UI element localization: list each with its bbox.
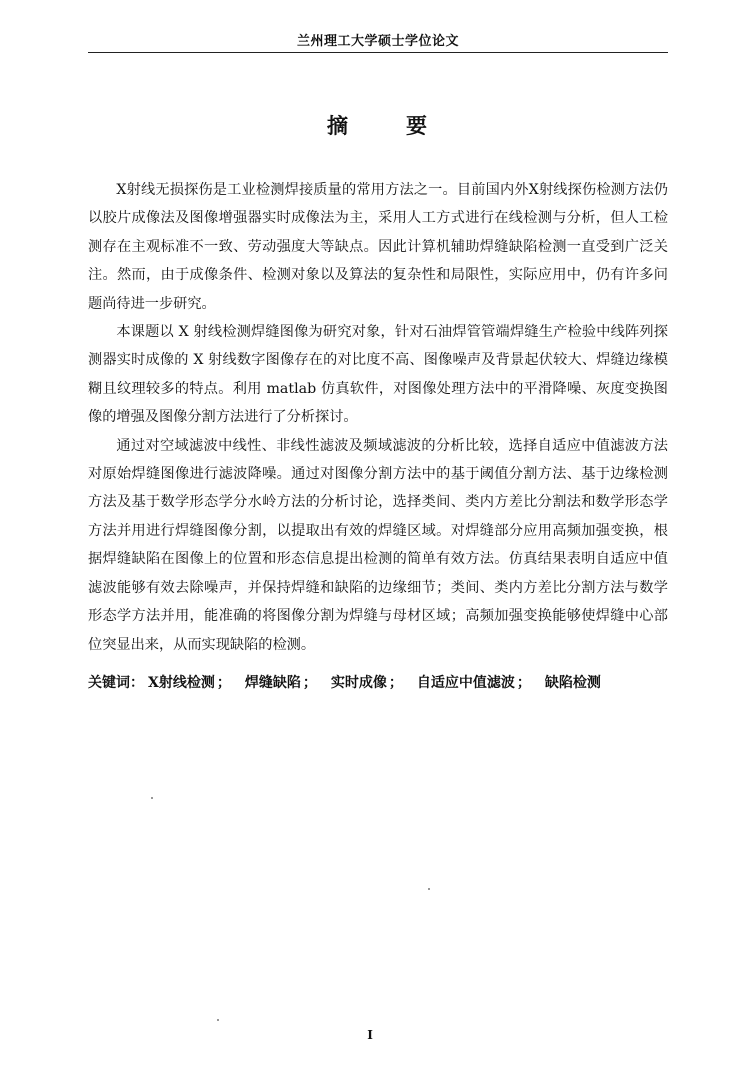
keyword-item: 焊缝缺陷 <box>244 675 301 691</box>
keywords-line <box>88 672 688 692</box>
abstract-paragraph-3: 通过对空域滤波中线性、非线性滤波及频域滤波的分析比较，选择自适应中值滤波方法对原始焊缝图像进行滤波降噪。通过对图像分割方法中的基于阈值分割方法、基于边缘检测方法及基于数学形态学分水岭方法的分析讨论，选择类间、类内方差比分割法和数学形态学方法并用进行焊缝图像分割，以提取出有效的焊缝区域。对焊缝部分应用高频加强变换，根据焊缝缺陷在图像上的位置和形态信息提出检测的简单有效方法。仿真结果表明自适应中值滤波能够有效去除噪声，并保持焊缝和缺陷的边缘细节；类间、类内方差比分割方法与数学形态学方法并用，能准确的将图像分割为焊缝与母材区域；高频加强变换能够使焊缝中心部位突显出来，从而实现缺陷的检测。 <box>88 437 668 653</box>
running-header: 兰州理工大学硕士学位论文 <box>296 34 459 49</box>
keywords-label: 关键词： <box>88 675 144 691</box>
keyword-item: 缺陷检测 <box>544 675 601 691</box>
keyword-separator: ； <box>216 675 231 691</box>
keyword-separator: ； <box>516 675 531 691</box>
header-rule <box>88 52 668 53</box>
scan-speck <box>217 1019 219 1021</box>
page-number: I <box>367 1028 373 1042</box>
title-char-2: 要 <box>406 113 429 138</box>
keyword-item: 实时成像 <box>330 675 387 691</box>
abstract-paragraph-1: X射线无损探伤是工业检测焊接质量的常用方法之一。目前国内外X射线探伤检测方法仍以胶片成像法及图像增强器实时成像法为主，采用人工方式进行在线检测与分析，但人工检测存在主观标准不一致、劳动强度大等缺点。因此计算机辅助焊缝缺陷检测一直受到广泛关注。然而，由于成像条件、检测对象以及算法的复杂性和局限性，实际应用中，仍有许多问题尚待进一步研究。 <box>88 182 668 312</box>
page-title <box>88 110 668 140</box>
keyword-item: 自适应中值滤波 <box>416 675 515 691</box>
scan-speck <box>428 888 430 890</box>
scan-speck <box>151 797 153 799</box>
keyword-separator: ； <box>302 675 317 691</box>
abstract-body <box>88 176 668 659</box>
title-char-1: 摘 <box>327 113 350 138</box>
keyword-item: X射线检测 <box>148 675 215 691</box>
keyword-separator: ； <box>388 675 403 691</box>
abstract-paragraph-2: 本课题以 X 射线检测焊缝图像为研究对象，针对石油焊管管端焊缝生产检验中线阵列探测器实时成像的 X 射线数字图像存在的对比度不高、图像噪声及背景起伏较大、焊缝边缘模糊且纹理较多的特点。利用 matlab 仿真软件，对图像处理方法中的平滑降噪、灰度变换图像的增强及图像分割方法进行了分析探讨。 <box>88 324 668 426</box>
